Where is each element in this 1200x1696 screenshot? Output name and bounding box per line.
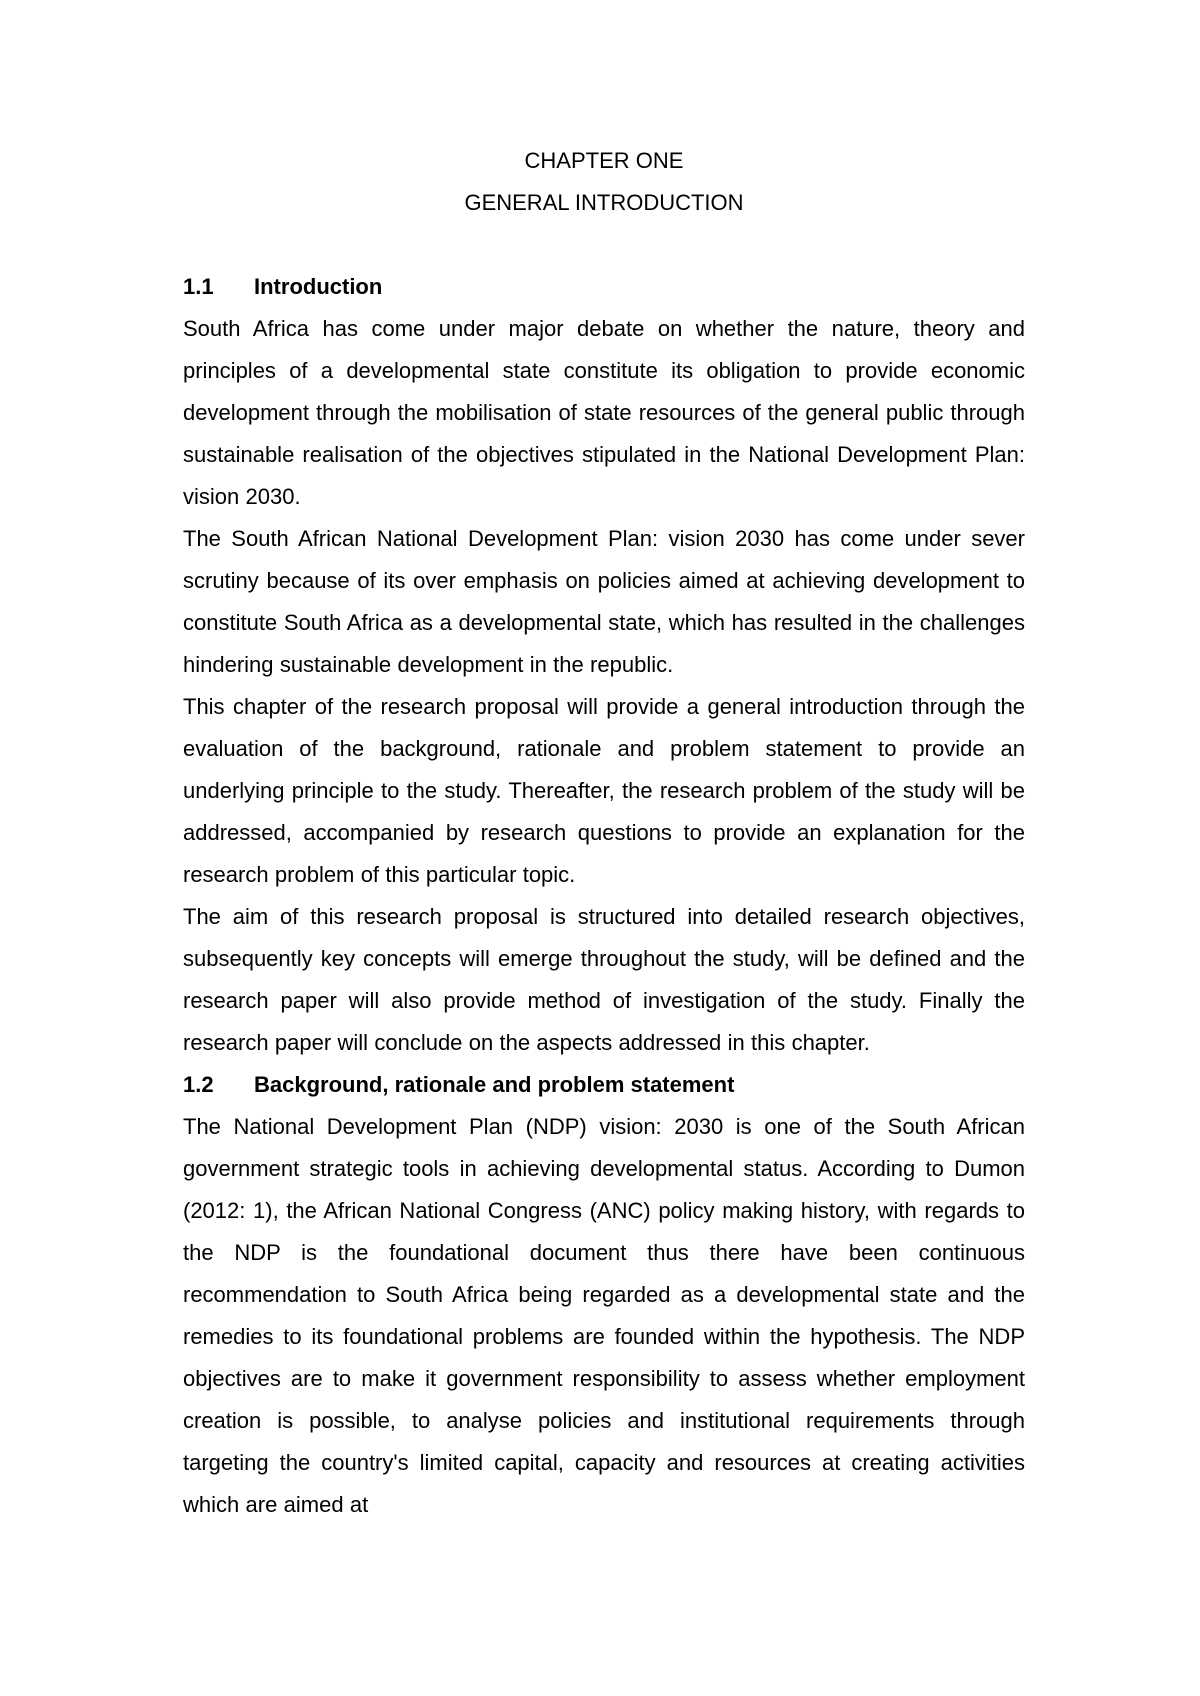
- paragraph: South Africa has come under major debate on whether the nature, theory and principles of a developmental state constitute its obligation to provide economic development through the mobilisation of state resources of the general public through sustainable realisation of the objectives stipulated in the National Development Plan: vision 2030.: [183, 316, 1025, 509]
- section-number: 1.2: [183, 1072, 214, 1097]
- section-title: Background, rationale and problem statement: [254, 1072, 735, 1097]
- paragraph: The aim of this research proposal is structured into detailed research objectives, subsequently key concepts will emerge throughout the study, will be defined and the research paper will also provide method of investigation of the study. Finally the research paper will conclude on the aspects addressed in this chapter.: [183, 904, 1025, 1055]
- document-body: [183, 140, 1025, 1526]
- section-heading-1-2: [183, 1064, 1025, 1106]
- chapter-number: CHAPTER ONE: [524, 148, 684, 173]
- paragraph: The South African National Development Plan: vision 2030 has come under sever scrutiny because of its over emphasis on policies aimed at achieving development to constitute South Africa as a developmental state, which has resulted in the challenges hindering sustainable development in the republic.: [183, 526, 1025, 677]
- title-spacer: [183, 224, 1025, 266]
- section-number: 1.1: [183, 274, 214, 299]
- section-title: Introduction: [254, 274, 383, 299]
- paragraph: The National Development Plan (NDP) vision: 2030 is one of the South African government strategic tools in achieving developmental status. According to Dumon (2012: 1), the African National Congress (ANC) policy making history, with regards to the NDP is the foundational document thus there have been continuous recommendation to South Africa being regarded as a developmental state and the remedies to its foundational problems are founded within the hypothesis. The NDP objectives are to make it government responsibility to assess whether employment creation is possible, to analyse policies and institutional requirements through targeting the country's limited capital, capacity and resources at creating activities which are aimed at: [183, 1114, 1025, 1517]
- chapter-title: GENERAL INTRODUCTION: [464, 190, 744, 215]
- paragraph: This chapter of the research proposal will provide a general introduction through the evaluation of the background, rationale and problem statement to provide an underlying principle to the study. Thereafter, the research problem of the study will be addressed, accompanied by research questions to provide an explanation for the research problem of this particular topic.: [183, 694, 1025, 887]
- section-heading-1-1: [183, 266, 1025, 308]
